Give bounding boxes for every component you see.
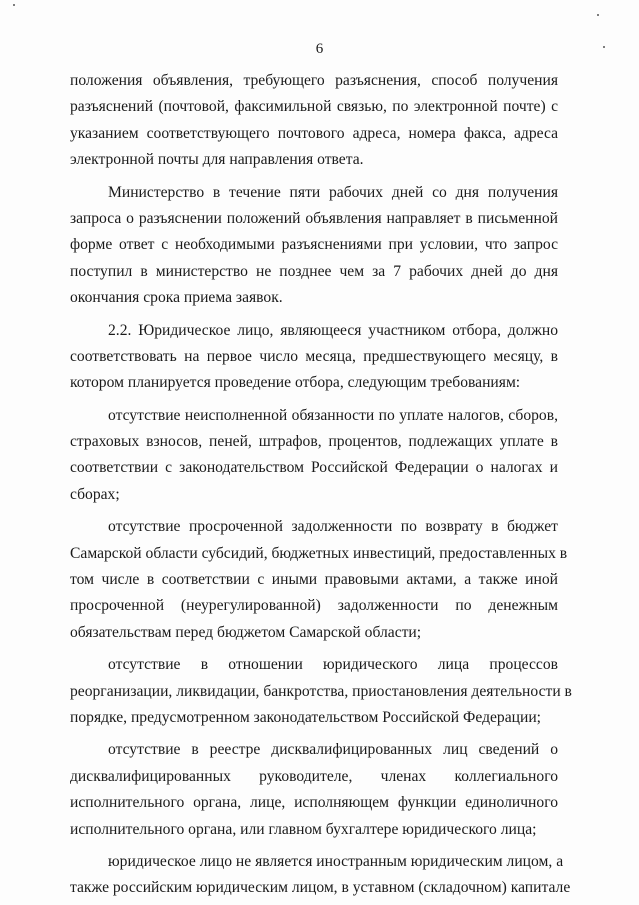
text-line: исполнительного органа, или главном бухгалтере юридического лица; — [70, 820, 537, 838]
text-line: Министерство в течение пяти рабочих дней со дня получения — [108, 183, 558, 201]
text-line: дисквалифицированных руководителе, членах коллегиального — [70, 767, 558, 785]
text-line: отсутствие неисполненной обязанности по уплате налогов, сборов, — [108, 406, 558, 424]
paragraph — [70, 180, 558, 312]
text-line: запроса о разъяснении положений объявления направляет в письменной — [70, 209, 558, 227]
document-body — [70, 68, 572, 902]
text-line: электронной почты для направления ответа. — [70, 151, 364, 169]
text-line: отсутствие в реестре дисквалифицированных лиц сведений о — [108, 741, 558, 759]
text-line: 2.2. Юридическое лицо, являющееся участником отбора, должно — [108, 321, 558, 339]
paragraph — [70, 318, 558, 397]
text-line: соответствии с законодательством Российской Федерации о налогах и — [70, 459, 558, 477]
text-line: юридическое лицо не является иностранным юридическим лицом, а — [108, 852, 564, 870]
text-line: просроченной (неурегулированной) задолженности по денежным — [70, 597, 558, 615]
paragraph — [70, 68, 558, 174]
page-number: 6 — [315, 41, 324, 57]
paragraph — [70, 403, 558, 509]
text-line: также российским юридическим лицом, в уставном (складочном) капитале — [70, 879, 571, 897]
paragraph — [70, 849, 571, 902]
text-line: отсутствие в отношении юридического лица процессов — [108, 656, 558, 674]
text-line: обязательствам перед бюджетом Самарской области; — [70, 623, 422, 641]
text-line: указанием соответствующего почтового адреса, номера факса, адреса — [70, 124, 558, 142]
text-line: окончания срока приема заявок. — [70, 289, 283, 307]
text-line: реорганизации, ликвидации, банкротства, приостановления деятельности в — [70, 682, 572, 700]
scan-speck — [13, 4, 15, 6]
paragraph — [70, 514, 568, 646]
text-line: Самарской области субсидий, бюджетных инвестиций, предоставленных в — [70, 544, 568, 562]
text-line: разъяснений (почтовой, факсимильной связью, по электронной почте) с — [70, 98, 558, 116]
text-line: сборах; — [70, 485, 120, 503]
text-line: положения объявления, требующего разъяснения, способ получения — [70, 72, 558, 89]
text-line: форме ответ с необходимыми разъяснениями при условии, что запрос — [70, 236, 558, 254]
text-line: страховых взносов, пеней, штрафов, процентов, подлежащих уплате в — [70, 433, 558, 451]
text-line: котором планируется проведение отбора, следующим требованиям: — [70, 374, 521, 392]
text-line: поступил в министерство не позднее чем за 7 рабочих дней до дня — [70, 262, 558, 280]
paragraph — [70, 652, 572, 731]
scan-speck — [603, 46, 605, 48]
paragraph — [70, 737, 558, 843]
scan-speck — [597, 14, 599, 16]
text-line: исполнительного органа, лице, исполняющем функции единоличного — [70, 794, 558, 812]
text-line: порядке, предусмотренном законодательством Российской Федерации; — [70, 708, 542, 726]
text-line: соответствовать на первое число месяца, предшествующего месяцу, в — [70, 347, 558, 365]
text-line: том числе в соответствии с иными правовыми актами, а также иной — [70, 571, 558, 589]
text-line: отсутствие просроченной задолженности по возврату в бюджет — [108, 518, 558, 536]
